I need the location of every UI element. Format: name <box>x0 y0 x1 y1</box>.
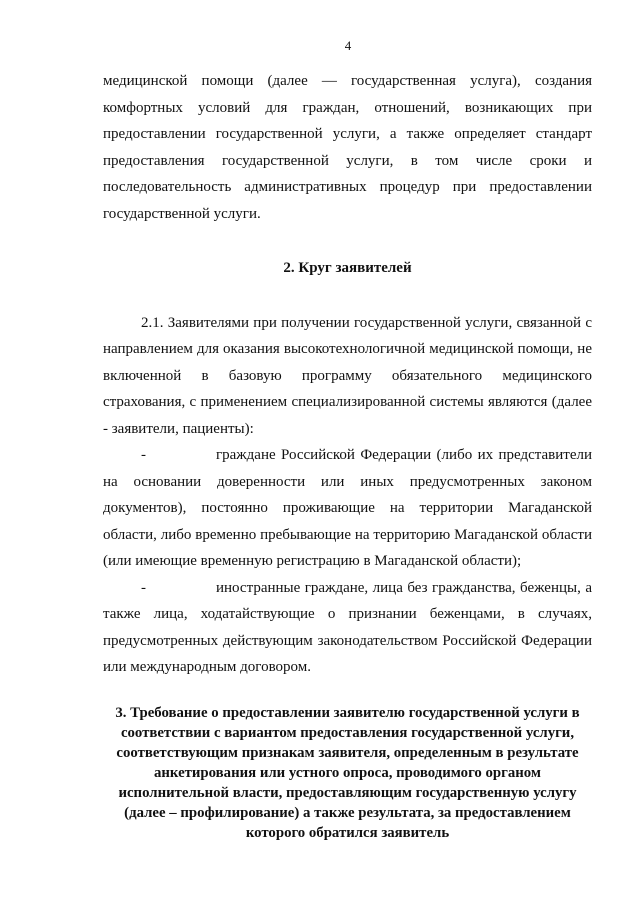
page-number: 4 <box>344 38 352 53</box>
intro-paragraph: медицинской помощи (далее — государственная услуга), создания комфортных условий для граждан, отношений, возникающих при предоставлении государственной услуги, а также определяет стандарт предоставления государственной услуги, в том числе сроки и последовательность административных процедур при предоставлении государственной услуги. <box>103 73 592 222</box>
paragraph-2-1: 2.1. Заявителями при получении государственной услуги, связанной с направлением для оказания высокотехнологичной медицинской помощи, не включенной в базовую программу обязательного медицинского страхования, с применением специализированной системы являются (далее - заявители, пациенты): <box>103 314 592 437</box>
document-body <box>103 68 592 843</box>
bullet-marker: - <box>141 579 146 596</box>
section-3-heading: 3. Требование о предоставлении заявителю государственной услуги в соответствии с вариантом предоставления государственной услуги, соответствующим признакам заявителя, определенным в результате анкетирования или устного опроса, проводимого органом исполнительной власти, предоставляющим государственную услугу (далее – профилирование) а также результата, за предоставлением которого обратился заявитель <box>115 704 580 841</box>
bullet-text: иностранные граждане, лица без гражданства, беженцы, а также лица, ходатайствующие о признании беженцами, в случаях, предусмотренных действующим законодательством Российской Федерации или международным договором. <box>103 579 592 675</box>
bullet-item-citizens <box>103 442 592 575</box>
bullet-text: граждане Российской Федерации (либо их представители на основании доверенности или иных предусмотренных законом документов), постоянно проживающие на территории Магаданской области, либо временно пребывающие на территорию Магаданской области (или имеющие временную регистрацию в Магаданской области); <box>103 447 592 569</box>
bullet-item-foreigners <box>103 575 592 681</box>
section-2-heading: 2. Круг заявителей <box>283 260 412 276</box>
bullet-marker: - <box>141 447 146 463</box>
